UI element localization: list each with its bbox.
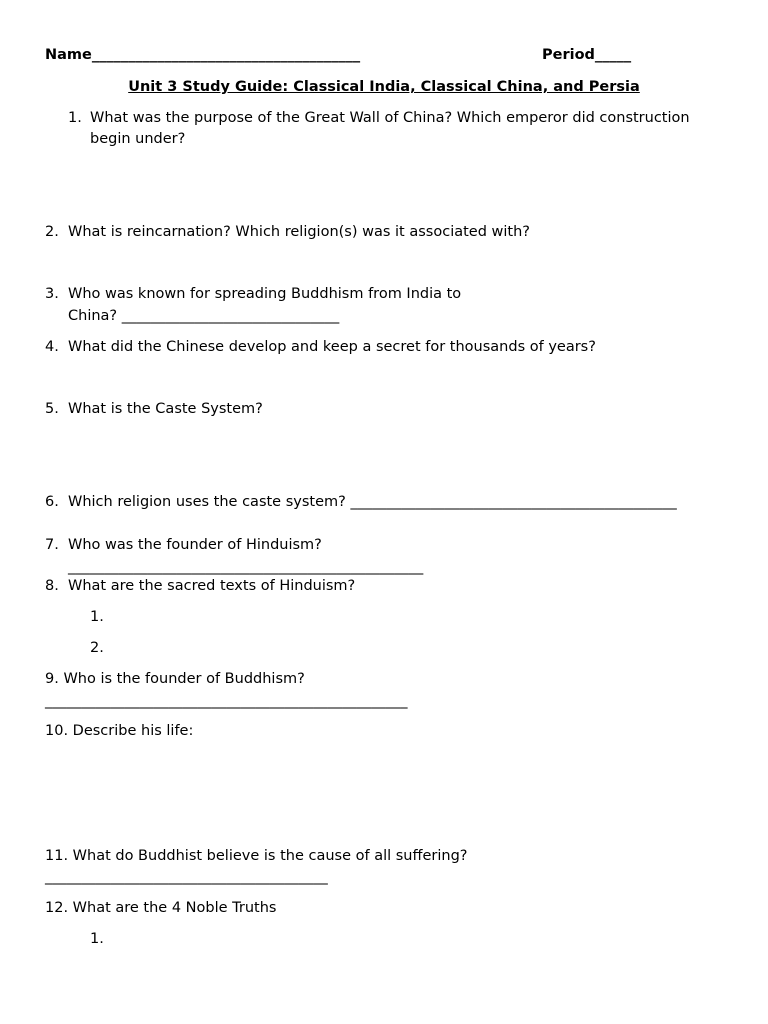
question-text: Who was known for spreading Buddhism from India to	[68, 286, 462, 302]
question-text: Who was the founder of Hinduism?	[68, 537, 322, 553]
question-number: 4.	[45, 339, 59, 355]
answer-blank: _______________________________________	[45, 869, 328, 885]
question-text-with-blank: China? ______________________________	[68, 308, 340, 324]
answer-blank: _________________________________________________	[68, 559, 424, 575]
answer-blank: __________________________________________________	[45, 693, 408, 709]
question-text: 12. What are the 4 Noble Truths	[45, 900, 277, 916]
question-number: 3.	[45, 286, 59, 302]
name-field-label: Name_____________________________________	[45, 47, 361, 63]
question-text: What did the Chinese develop and keep a secret for thousands of years?	[68, 339, 596, 355]
sub-item-number: 1.	[90, 609, 104, 625]
question-text: 11. What do Buddhist believe is the cause of all suffering?	[45, 848, 468, 864]
question-number: 1.	[68, 110, 82, 126]
question-text: What is the Caste System?	[68, 401, 263, 417]
question-text: What was the purpose of the Great Wall of China? Which emperor did construction	[90, 110, 690, 126]
question-text-with-blank: Which religion uses the caste system? _____________________________________________	[68, 494, 677, 510]
sub-item-number: 1.	[90, 931, 104, 947]
question-text: 9. Who is the founder of Buddhism?	[45, 671, 305, 687]
period-field-label: Period_____	[542, 47, 632, 63]
question-number: 8.	[45, 578, 59, 594]
question-number: 6.	[45, 494, 59, 510]
question-text: What are the sacred texts of Hinduism?	[68, 578, 356, 594]
question-number: 7.	[45, 537, 59, 553]
sub-item-number: 2.	[90, 640, 104, 656]
question-number: 2.	[45, 224, 59, 240]
question-text: What is reincarnation? Which religion(s) was it associated with?	[68, 224, 530, 240]
page-title: Unit 3 Study Guide: Classical India, Classical China, and Persia	[128, 79, 640, 95]
question-number: 5.	[45, 401, 59, 417]
question-text: 10. Describe his life:	[45, 723, 194, 739]
question-text-continued: begin under?	[90, 131, 186, 147]
